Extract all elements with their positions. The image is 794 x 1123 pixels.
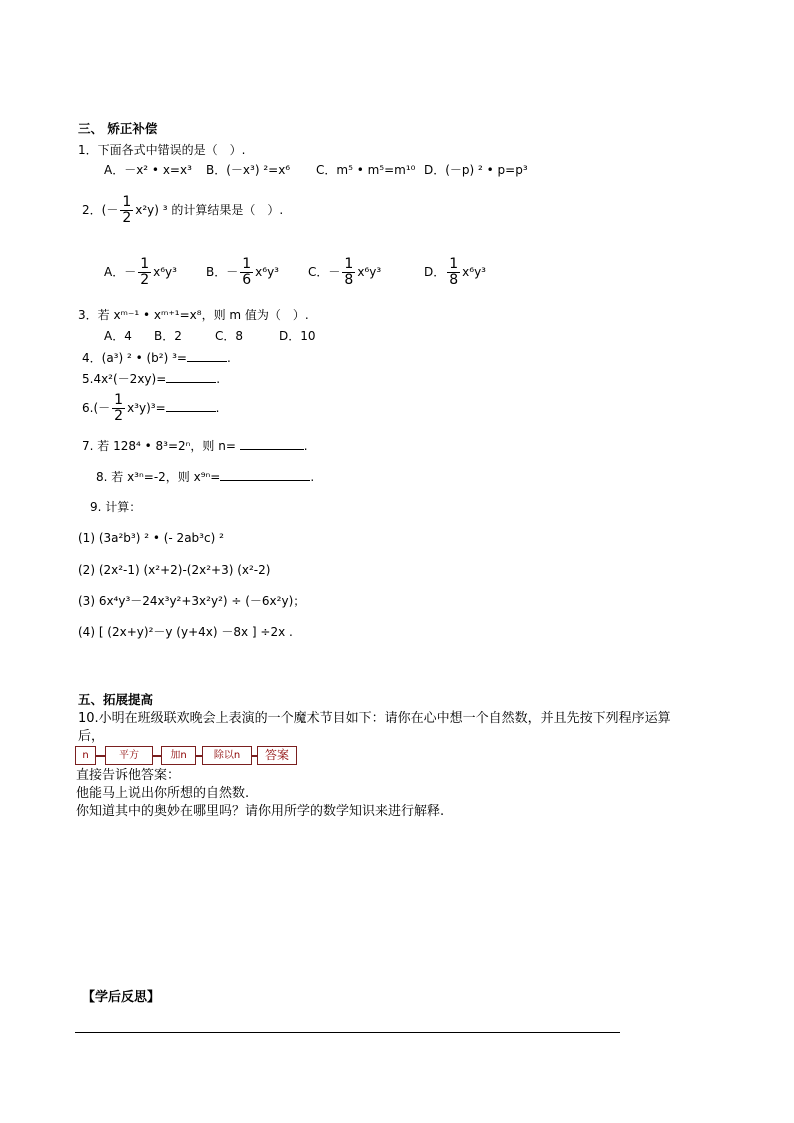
reflection-title: 【学后反思】: [82, 990, 161, 1005]
answer-blank[interactable]: [166, 399, 216, 412]
question-2-stem: [82, 192, 283, 228]
question-7: 7. 若 128⁴ • 8³=2ⁿ，则 n= .: [82, 439, 308, 453]
flow-box-divide-n: 除以n: [202, 746, 252, 765]
question-4: 4．(a³) ² • (b²) ³= .: [82, 351, 231, 365]
flow-connector: [96, 755, 105, 757]
answer-blank[interactable]: [187, 349, 227, 362]
question-2-prefix: 2．(－: [82, 203, 119, 217]
question-1-option-b: B．(－x³) ²=x⁶: [206, 163, 291, 177]
reflection-answer-line[interactable]: [75, 1032, 620, 1033]
question-3-stem: 3．若 xᵐ⁻¹ • xᵐ⁺¹=x⁸，则 m 值为（ ）.: [78, 308, 309, 322]
question-9-item-1: (1) (3a²b³) ² • (- 2ab³c) ²: [78, 531, 224, 545]
question-3-option-c: C．8: [215, 329, 244, 343]
question-2-suffix: x²y) ³ 的计算结果是（ ）.: [135, 203, 284, 217]
question-10-line-3: 直接告诉他答案：: [76, 768, 181, 783]
question-2-option-c: C．－ $\frac{1}{8}$ x⁶y³: [308, 256, 382, 288]
question-10-line-5: 你知道其中的奥妙在哪里吗？请你用所学的数学知识来进行解释.: [76, 804, 445, 819]
fraction: $\frac{1}{2}$: [122, 194, 132, 226]
answer-blank[interactable]: [166, 370, 216, 383]
question-10-line-4: 他能马上说出你所想的自然数.: [76, 786, 250, 801]
fraction: $\frac{1}{2}$: [114, 392, 124, 424]
question-1-stem: 1．下面各式中错误的是（ ）.: [78, 143, 246, 157]
question-1-option-a: A．－x² • x=x³: [104, 163, 192, 177]
question-1-option-d: D．(－p) ² • p=p³: [424, 163, 528, 177]
question-9-stem: 9. 计算：: [90, 500, 142, 514]
question-3-option-b: B．2: [154, 329, 182, 343]
fraction: $\frac{1}{8}$: [449, 256, 459, 288]
question-1-option-c: C．m⁵ • m⁵=m¹⁰: [316, 163, 416, 177]
flow-box-square: 平方: [105, 746, 153, 765]
question-2-option-b: B．－ $\frac{1}{6}$ x⁶y³: [206, 256, 279, 288]
flow-box-add-n: 加n: [161, 746, 196, 765]
question-5: 5.4x²(－2xy)= .: [82, 372, 221, 386]
question-2-option-d: D． $\frac{1}{8}$ x⁶y³: [424, 256, 486, 288]
question-10-line-2: 后，: [78, 729, 105, 744]
flow-box-answer: 答案: [257, 746, 297, 765]
answer-blank[interactable]: [240, 437, 304, 450]
section-3-title: 三、 矫正补偿: [78, 121, 158, 136]
fraction: $\frac{1}{6}$: [242, 256, 252, 288]
flow-box-n: n: [75, 746, 96, 765]
answer-blank[interactable]: [220, 468, 310, 481]
question-9-item-2: (2) (2x²-1) (x²+2)-(2x²+3) (x²-2): [78, 563, 271, 577]
fraction: $\frac{1}{8}$: [344, 256, 354, 288]
question-9-item-3: (3) 6x⁴y³－24x³y²+3x²y²) ÷ (－6x²y)；: [78, 594, 306, 608]
question-10-line-1: 10.小明在班级联欢晚会上表演的一个魔术节目如下：请你在心中想一个自然数，并且先按下列程序运算: [78, 711, 671, 726]
flow-connector: [153, 755, 161, 757]
question-6: 6.(－ $\frac{1}{2}$ x³y)³= .: [82, 392, 220, 424]
question-3-option-a: A．4: [104, 329, 132, 343]
fraction: $\frac{1}{2}$: [140, 256, 150, 288]
question-8: 8. 若 x³ⁿ=-2，则 x⁹ⁿ= .: [96, 470, 315, 484]
question-3-option-d: D．10: [279, 329, 316, 343]
question-2-option-a: A．－ $\frac{1}{2}$ x⁶y³: [104, 256, 177, 288]
section-5-title: 五、拓展提高: [78, 692, 154, 707]
question-9-item-4: (4) [ (2x+y)²－y (y+4x) －8x ] ÷2x .: [78, 625, 293, 639]
